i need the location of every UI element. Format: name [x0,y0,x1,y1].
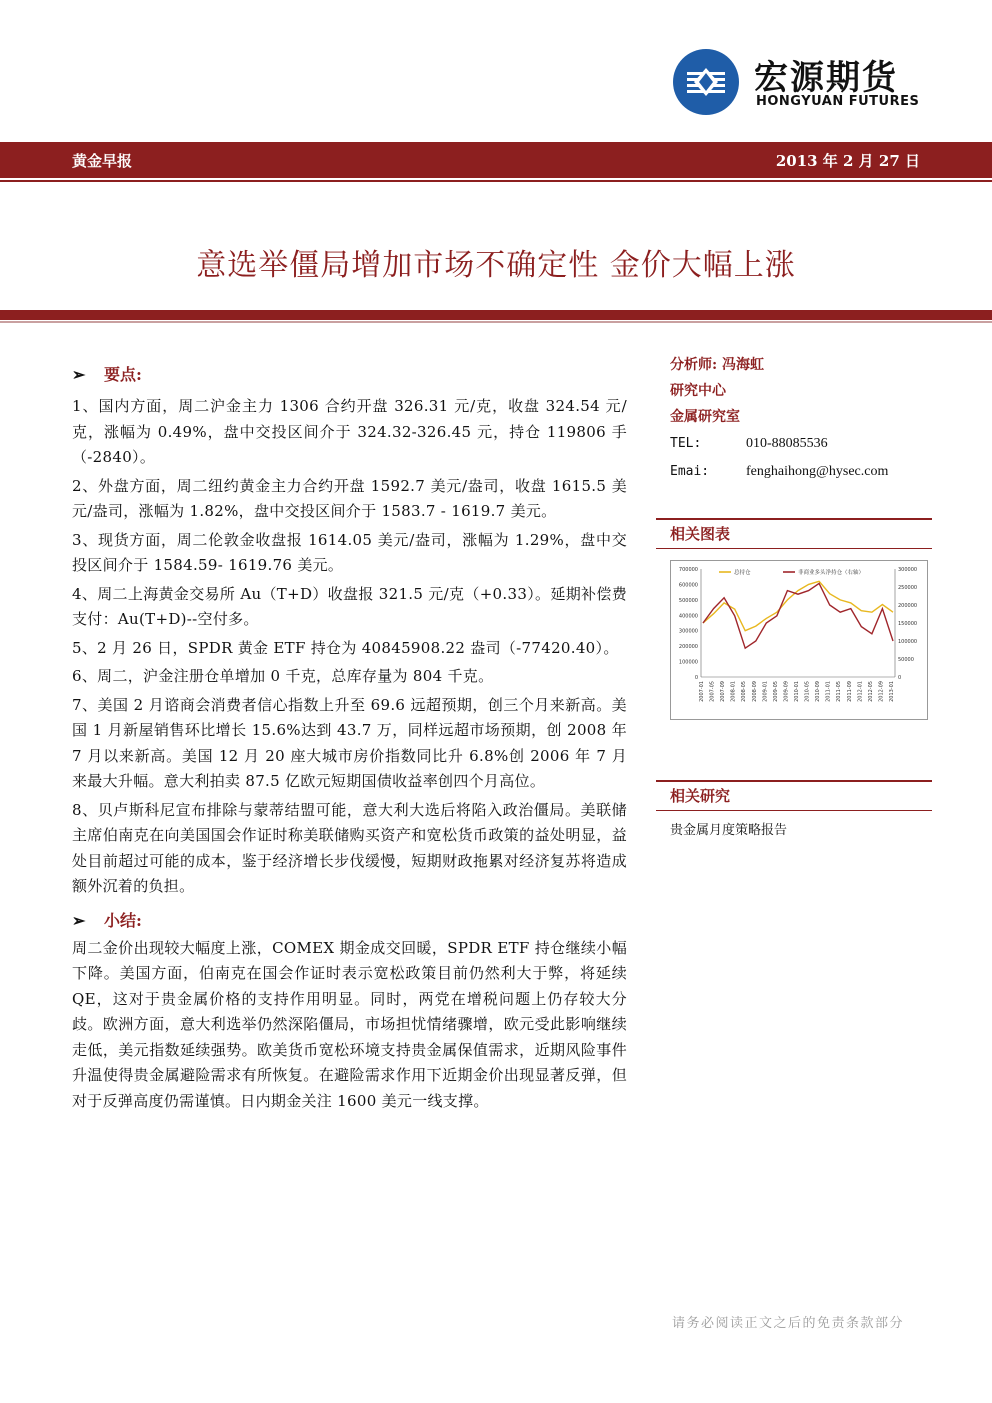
analyst-name: 分析师: 冯海虹 [670,357,765,373]
x-tick-label: 2011-01 [825,681,832,702]
y-left-tick-label: 400000 [678,613,698,620]
page-title: 意选举僵局增加市场不确定性 金价大幅上涨 [196,248,796,283]
x-tick-label: 2007-01 [699,681,705,702]
key-point-3: 3、现货方面，周二伦敦金收盘报 1614.05 美元/盎司，涨幅为 1.29%，盘中交投区间介于 1584.59- 1619.76 美元。 [72,530,627,574]
y-right-tick-label: 200000 [898,603,918,609]
research-center: 研究中心 [670,383,726,399]
chart-svg [671,561,927,719]
y-right-tick-label: 250000 [898,585,918,591]
x-tick-label: 2009-09 [783,681,790,702]
arrow-bullet-icon: ➢ [72,365,86,384]
y-right-tick-label: 300000 [898,567,918,573]
y-right-tick-label: 100000 [898,639,918,645]
y-right-tick-label: 0 [898,675,902,681]
y-left-tick-label: 700000 [678,567,698,573]
title-divider-shadow [0,321,992,323]
x-tick-label: 2008-01 [730,681,737,702]
y-left-tick-label: 0 [694,675,698,681]
metals-office: 金属研究室 [670,409,740,425]
key-point-6: 6、周二，沪金注册仓单增加 0 千克，总库存量为 804 千克。 [72,667,494,685]
disclaimer-note: 请务必阅读正文之后的免责条款部分 [671,1316,904,1331]
logo-name-en: HONGYUAN FUTURES [756,94,920,109]
x-tick-label: 2009-01 [762,681,769,702]
hongyuan-logo-icon [672,48,740,116]
x-tick-label: 2012-05 [867,681,874,702]
header-divider [0,180,992,182]
analyst-info [670,352,932,486]
tel-label: TEL: [670,436,702,451]
related-research-item[interactable]: 贵金属月度策略报告 [670,823,788,838]
key-point-2: 2、外盘方面，周二纽约黄金主力合约开盘 1592.7 美元/盎司，收盘 1615.5 美元/盎司，涨幅为 1.82%，盘中交投区间介于 1583.7 - 1619.7 美元。 [72,476,627,520]
email-row [670,458,932,486]
x-tick-label: 2011-09 [846,681,853,702]
position-chart [670,560,928,720]
key-point-4: 4、周二上海黄金交易所 Au（T+D）收盘报 321.5 元/克（+0.33）。延期补偿费支付：Au(T+D)--空付多。 [72,584,627,628]
key-point-1: 1、国内方面，周二沪金主力 1306 合约开盘 326.31 元/克，收盘 324.54 元/克，涨幅为 0.49%，盘中交投区间介于 324.32-326.45 元，持仓 119806 手（-2840）。 [72,397,627,466]
report-type: 黄金早报 [72,152,133,170]
x-tick-label: 2010-01 [794,681,800,702]
title-divider [0,310,992,320]
header-bar [0,142,992,178]
tel-row [670,430,932,458]
related-chart-section [656,518,932,549]
summary-heading [72,906,627,936]
key-points-heading-text: 要点: [104,365,142,384]
series-line-2 [703,583,893,648]
y-left-tick-label: 300000 [678,628,698,635]
x-tick-label: 2010-09 [815,681,822,702]
email-value[interactable]: fenghaihong@hysec.com [746,464,889,479]
y-left-tick-label: 200000 [678,644,698,651]
logo-name-cn: 宏源期货 [754,58,898,98]
x-tick-label: 2011-05 [836,681,843,702]
series-line-1 [703,581,893,630]
x-tick-label: 2012-01 [857,681,864,702]
related-research-section [656,780,932,838]
key-points-heading [72,360,627,390]
x-tick-label: 2012-09 [878,681,885,702]
email-label: Emai: [670,464,710,479]
legend-label-2: 非商业多头净持仓（右轴） [798,570,865,576]
x-tick-label: 2008-09 [751,681,758,702]
company-logo [672,46,922,118]
x-tick-label: 2010-05 [804,681,811,702]
x-tick-label: 2009-05 [772,681,779,702]
related-research-heading: 相关研究 [656,780,932,811]
key-point-8: 8、贝卢斯科尼宣布排除与蒙蒂结盟可能，意大利大选后将陷入政治僵局。美联储主席伯南克在向美国国会作证时称美联储购买资产和宽松货币政策的益处明显，益处目前超过可能的成本，鉴于经济增长步伐缓慢，短期财政拖累对经济复苏将造成额外沉着的负担。 [72,800,627,895]
key-point-5: 5、2 月 26 日，SPDR 黄金 ETF 持仓为 40845908.22 盎司（-77420.40）。 [72,638,619,657]
x-tick-label: 2007-09 [720,681,727,702]
arrow-bullet-icon: ➢ [72,910,86,930]
y-left-tick-label: 100000 [678,659,698,666]
report-date: 2013 年 2 月 27 日 [775,152,920,170]
key-point-7: 7、美国 2 月谘商会消费者信心指数上升至 69.6 远超预期，创三个月来新高。美国 1 月新屋销售环比增长 15.6%达到 43.7 万，同样远超市场预期，创 2008 年 7 月以来新高。美国 12 月 20 座大城市房价指数同比升 6.8%创 2006 年 7 月来最大升幅。意大利拍卖 87.5 亿欧元短期国债收益率创四个月高位。 [72,695,627,790]
x-tick-label: 2008-05 [741,681,748,702]
legend-label-1: 总持仓 [734,570,751,576]
main-content [72,360,627,1114]
y-left-tick-label: 600000 [678,582,698,589]
x-tick-label: 2013-01 [889,681,895,702]
related-chart-heading: 相关图表 [656,518,932,549]
summary-heading-text: 小结: [104,910,142,930]
y-right-tick-label: 150000 [898,621,918,627]
y-right-tick-label: 50000 [898,657,914,663]
tel-value: 010-88085536 [746,436,828,451]
summary-text: 周二金价出现较大幅度上涨，COMEX 期金成交回暖，SPDR ETF 持仓继续小幅下降。美国方面，伯南克在国会作证时表示宽松政策目前仍然利大于弊，将延续 QE，这对于贵金属价格的支持作用明显。同时，两党在增税问题上仍存较大分歧。欧洲方面，意大利选举仍然深陷僵局，市场担忧情绪骤增，欧元受此影响继续走低，美元指数延续强势。欧美货币宽松环境支持贵金属保值需求，近期风险事件升温使得贵金属避险需求有所恢复。在避险需求作用下近期金价出现显著反弹，但对于反弹高度仍需谨慎。日内期金关注 1600 美元一线支撑。 [72,938,627,1110]
y-left-tick-label: 500000 [678,597,698,604]
x-tick-label: 2007-05 [709,681,716,702]
